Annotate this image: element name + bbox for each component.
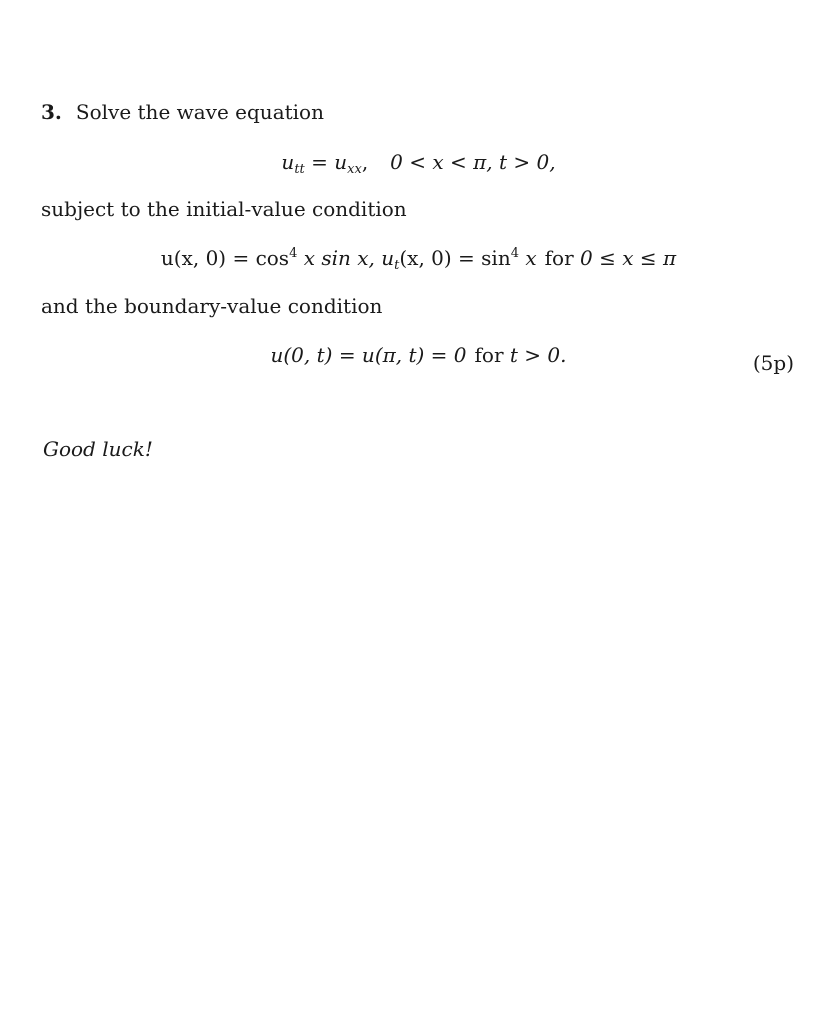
boundary-condition-label: and the boundary-value condition [41,294,383,318]
eq2-part-c-sub: t [394,258,400,273]
eq3-for-word: for [474,343,504,367]
points-label: (5p) [752,351,794,375]
eq1-domain: 0 < x < π, t > 0, [390,150,556,174]
eq2-part-d: x [525,246,537,270]
wave-equation [0,150,825,177]
eq1-trail: , [361,150,369,174]
eq2-part-b: x sin x, [303,246,375,270]
initial-condition-text [41,197,407,221]
eq3-range: t > 0. [509,343,567,367]
eq1-rhs-var: u [334,150,348,174]
eq3-condition: u(0, t) = u(π, t) = 0 [270,343,467,367]
eq1-lhs-var: u [281,150,295,174]
initial-value-equation [0,246,825,273]
problem-statement [41,100,324,124]
eq2-part-a-exp: 4 [289,246,298,261]
eq2-for-word: for [544,246,574,270]
eq2-range: 0 ≤ x ≤ π [580,246,677,270]
eq1-rhs-sub: xx [347,162,362,177]
eq1-lhs-sub: tt [294,162,305,177]
boundary-condition-text [41,294,382,318]
problem-intro: Solve the wave equation [75,100,324,124]
eq2-part-c-exp: 4 [510,246,519,261]
boundary-value-equation [0,343,825,367]
problem-number: 3. [41,100,62,124]
eq2-part-a: u(x, 0) = cos [160,246,290,270]
closing-text: Good luck! [43,437,153,461]
initial-condition-label: subject to the initial-value condition [41,197,407,221]
eq1-equals: = [311,150,328,174]
eq2-part-c: (x, 0) = sin [399,246,511,270]
eq2-part-c-var: u [381,246,395,270]
